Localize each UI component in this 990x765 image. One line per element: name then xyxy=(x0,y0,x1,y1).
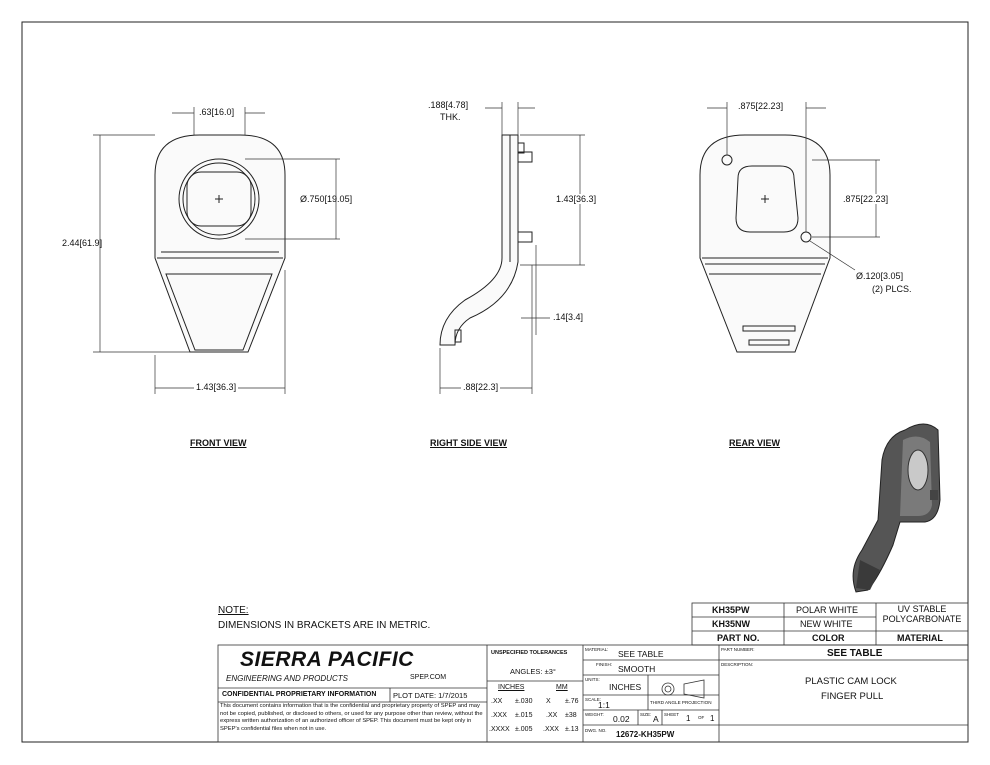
dwg-label: DWG. NO. xyxy=(585,728,607,733)
tol-row-3-in-fmt: .XXXX xyxy=(489,726,510,733)
dwg-number: 12672-KH35PW xyxy=(616,730,675,739)
tol-row-2-in-fmt: .XXX xyxy=(491,712,507,719)
description-label: DESCRIPTION: xyxy=(721,662,754,667)
sheet-label: SHEET xyxy=(664,712,680,717)
weight-value: 0.02 xyxy=(613,714,630,724)
side-depth-dim: .88[22.3] xyxy=(463,382,499,392)
front-view-drawing xyxy=(155,135,285,352)
finish-label: FINISH: xyxy=(596,662,613,667)
plot-date: PLOT DATE: 1/7/2015 xyxy=(393,691,468,700)
material-cell: UV STABLE POLYCARBONATE xyxy=(882,604,962,624)
side-lip-dim: .14[3.4] xyxy=(553,312,584,322)
confidential-text: This document contains information that is the confidential and proprietary property of SPEP and may not be copied, published, or disclosed to others, or used for any purpose other than review, without the express written authorization of an authorized officer of SPEP. This document must be kept only in SPEP's confidential files when not in use. xyxy=(220,703,483,732)
front-top-dim: .63[16.0] xyxy=(199,107,235,117)
header-color: COLOR xyxy=(812,633,845,643)
rear-view-label: REAR VIEW xyxy=(729,438,781,448)
tolerances-inches-label: INCHES xyxy=(498,684,525,691)
weight-label: WEIGHT: xyxy=(585,712,604,717)
tol-row-3-in-tol: ±.005 xyxy=(515,726,533,733)
part-row-2-part: KH35NW xyxy=(712,619,751,629)
projection-label: THIRD ANGLE PROJECTION xyxy=(650,700,712,705)
material-value: SEE TABLE xyxy=(618,649,664,659)
of-label: OF xyxy=(698,715,705,720)
header-material: MATERIAL xyxy=(897,633,943,643)
part-row-2-color: NEW WHITE xyxy=(800,619,853,629)
confidential-title: CONFIDENTIAL PROPRIETARY INFORMATION xyxy=(222,691,377,698)
part-row-1-part: KH35PW xyxy=(712,605,750,615)
front-view-label: FRONT VIEW xyxy=(190,438,247,448)
tol-row-3-mm-fmt: .XXX xyxy=(543,726,559,733)
company-website: SPEP.COM xyxy=(410,674,447,681)
part-row-1-color: POLAR WHITE xyxy=(796,605,859,615)
partnumber-label: PART NUMBER: xyxy=(721,647,755,652)
scale-value: 1:1 xyxy=(598,700,610,710)
tol-row-2-mm-tol: ±38 xyxy=(565,712,577,719)
tolerances-angles: ANGLES: ±3° xyxy=(510,667,556,676)
tol-row-1-mm-tol: ±.76 xyxy=(565,698,579,705)
sheet-total: 1 xyxy=(710,714,715,723)
tolerances-mm-label: MM xyxy=(556,684,568,691)
material-label: MATERIAL: xyxy=(585,647,609,652)
side-thk-dim: .188[4.78] xyxy=(428,100,469,110)
units-value: INCHES xyxy=(609,682,642,692)
company-name: SIERRA PACIFIC xyxy=(240,648,414,671)
isometric-render xyxy=(853,424,940,592)
side-view-drawing xyxy=(440,135,532,345)
finish-value: SMOOTH xyxy=(618,664,656,674)
side-view-label: RIGHT SIDE VIEW xyxy=(430,438,508,448)
tolerances-title: UNSPECIFIED TOLERANCES xyxy=(491,650,568,656)
scale-label: SCALE: xyxy=(585,697,602,702)
note-heading: NOTE: xyxy=(218,605,249,616)
front-width-dim: 1.43[36.3] xyxy=(196,382,237,392)
rear-top-dim: .875[22.23] xyxy=(738,101,784,111)
size-value: A xyxy=(653,714,659,724)
tol-row-2-in-tol: ±.015 xyxy=(515,712,533,719)
size-label: SIZE: xyxy=(640,712,652,717)
tol-row-2-mm-fmt: .XX xyxy=(546,712,558,719)
rear-view-drawing xyxy=(700,135,830,352)
units-label: UNITS: xyxy=(585,677,600,682)
rear-hole-count: (2) PLCS. xyxy=(872,284,912,294)
partnumber-value: SEE TABLE xyxy=(827,648,883,659)
tol-row-1-in-tol: ±.030 xyxy=(515,698,533,705)
front-dia-dim: Ø.750[19.05] xyxy=(300,194,353,204)
side-thk-label: THK. xyxy=(440,112,461,122)
rear-hole-dim: Ø.120[3.05] xyxy=(856,271,904,281)
tol-row-1-in-fmt: .XX xyxy=(491,698,503,705)
front-height-dim: 2.44[61.9] xyxy=(62,238,103,248)
header-part-no: PART NO. xyxy=(717,633,760,643)
company-sub: ENGINEERING AND PRODUCTS xyxy=(226,674,348,683)
side-height-dim: 1.43[36.3] xyxy=(556,194,597,204)
rear-right-dim: .875[22.23] xyxy=(843,194,889,204)
sheet-value: 1 xyxy=(686,714,691,723)
tol-row-1-mm-fmt: X xyxy=(546,698,551,705)
note-text: DIMENSIONS IN BRACKETS ARE IN METRIC. xyxy=(218,620,431,631)
tol-row-3-mm-tol: ±.13 xyxy=(565,726,579,733)
description-line1: PLASTIC CAM LOCK xyxy=(805,676,897,687)
description-line2: FINGER PULL xyxy=(821,691,884,702)
